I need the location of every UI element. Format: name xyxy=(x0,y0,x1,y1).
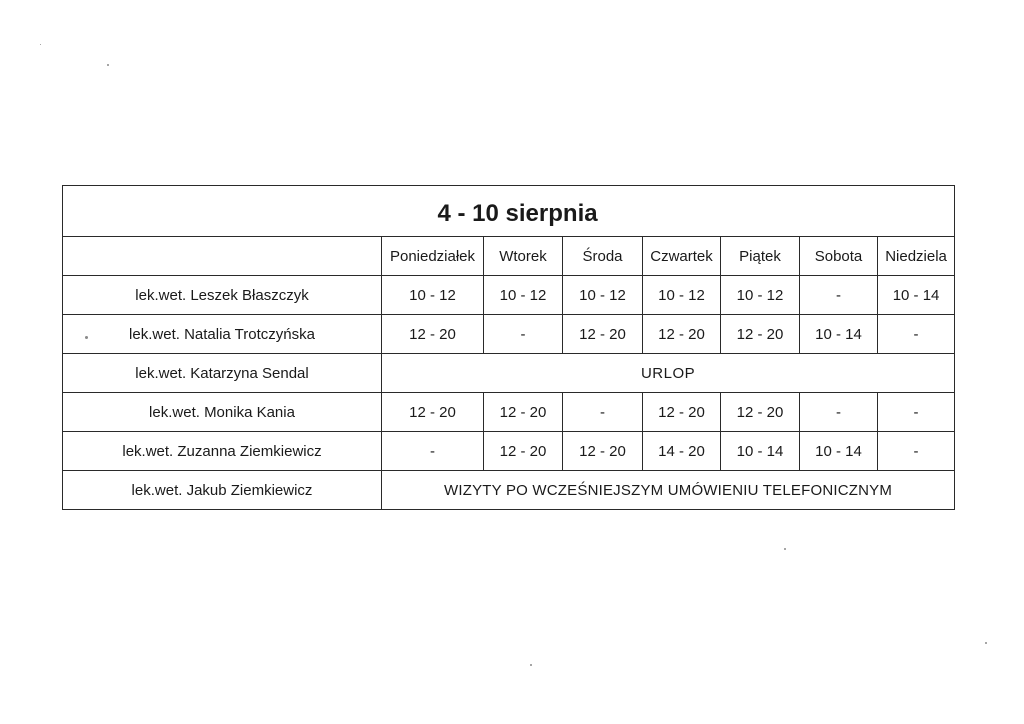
hours-cell: 10 - 14 xyxy=(800,315,878,354)
schedule-title-cell xyxy=(63,186,955,237)
title-row xyxy=(63,186,955,237)
hours-cell: - xyxy=(382,432,484,471)
vet-name: lek.wet. Leszek Błaszczyk xyxy=(63,276,382,315)
day-header-tuesday: Wtorek xyxy=(484,237,563,276)
appointment-note: WIZYTY PO WCZEŚNIEJSZYM UMÓWIENIU TELEFONICZNYM xyxy=(382,471,955,510)
table-row xyxy=(63,393,955,432)
hours-cell: 10 - 12 xyxy=(484,276,563,315)
vet-name: lek.wet. Katarzyna Sendal xyxy=(63,354,382,393)
hours-cell: - xyxy=(563,393,643,432)
hours-cell: 10 - 14 xyxy=(800,432,878,471)
hours-cell: - xyxy=(878,315,955,354)
hours-cell: 12 - 20 xyxy=(643,393,721,432)
hours-cell: 12 - 20 xyxy=(484,393,563,432)
hours-cell: 10 - 12 xyxy=(643,276,721,315)
table-row xyxy=(63,432,955,471)
schedule-title: 4 - 10 sierpnia xyxy=(437,200,598,227)
hours-cell: - xyxy=(800,276,878,315)
hours-cell: 10 - 12 xyxy=(563,276,643,315)
scan-speck xyxy=(530,664,532,666)
hours-cell: 12 - 20 xyxy=(484,432,563,471)
scan-speck xyxy=(85,336,88,339)
hours-cell: 10 - 12 xyxy=(721,276,800,315)
hours-cell: - xyxy=(878,393,955,432)
hours-cell: 10 - 14 xyxy=(878,276,955,315)
day-header-friday: Piątek xyxy=(721,237,800,276)
vet-name: lek.wet. Monika Kania xyxy=(63,393,382,432)
hours-cell: 12 - 20 xyxy=(721,393,800,432)
table-row xyxy=(63,276,955,315)
day-header-monday: Poniedziałek xyxy=(382,237,484,276)
hours-cell: 12 - 20 xyxy=(382,393,484,432)
hours-cell: - xyxy=(800,393,878,432)
vet-name: lek.wet. Natalia Trotczyńska xyxy=(63,315,382,354)
hours-cell: 12 - 20 xyxy=(721,315,800,354)
hours-cell: 12 - 20 xyxy=(382,315,484,354)
scan-speck xyxy=(985,642,987,644)
hours-cell: 10 - 14 xyxy=(721,432,800,471)
table-row xyxy=(63,354,955,393)
day-header-saturday: Sobota xyxy=(800,237,878,276)
day-header-wednesday: Środa xyxy=(563,237,643,276)
scan-speck xyxy=(40,44,41,45)
day-header-thursday: Czwartek xyxy=(643,237,721,276)
scan-speck xyxy=(784,548,786,550)
scan-speck xyxy=(107,64,109,66)
schedule-table xyxy=(62,185,955,510)
table-row xyxy=(63,471,955,510)
table-row xyxy=(63,315,955,354)
hours-cell: 10 - 12 xyxy=(382,276,484,315)
vet-name: lek.wet. Jakub Ziemkiewicz xyxy=(63,471,382,510)
hours-cell: 12 - 20 xyxy=(563,432,643,471)
hours-cell: 14 - 20 xyxy=(643,432,721,471)
day-header-sunday: Niedziela xyxy=(878,237,955,276)
leave-note: URLOP xyxy=(382,354,955,393)
day-header-row xyxy=(63,237,955,276)
hours-cell: 12 - 20 xyxy=(643,315,721,354)
vet-name: lek.wet. Zuzanna Ziemkiewicz xyxy=(63,432,382,471)
hours-cell: - xyxy=(878,432,955,471)
hours-cell: 12 - 20 xyxy=(563,315,643,354)
header-empty-cell xyxy=(63,237,382,276)
hours-cell: - xyxy=(484,315,563,354)
